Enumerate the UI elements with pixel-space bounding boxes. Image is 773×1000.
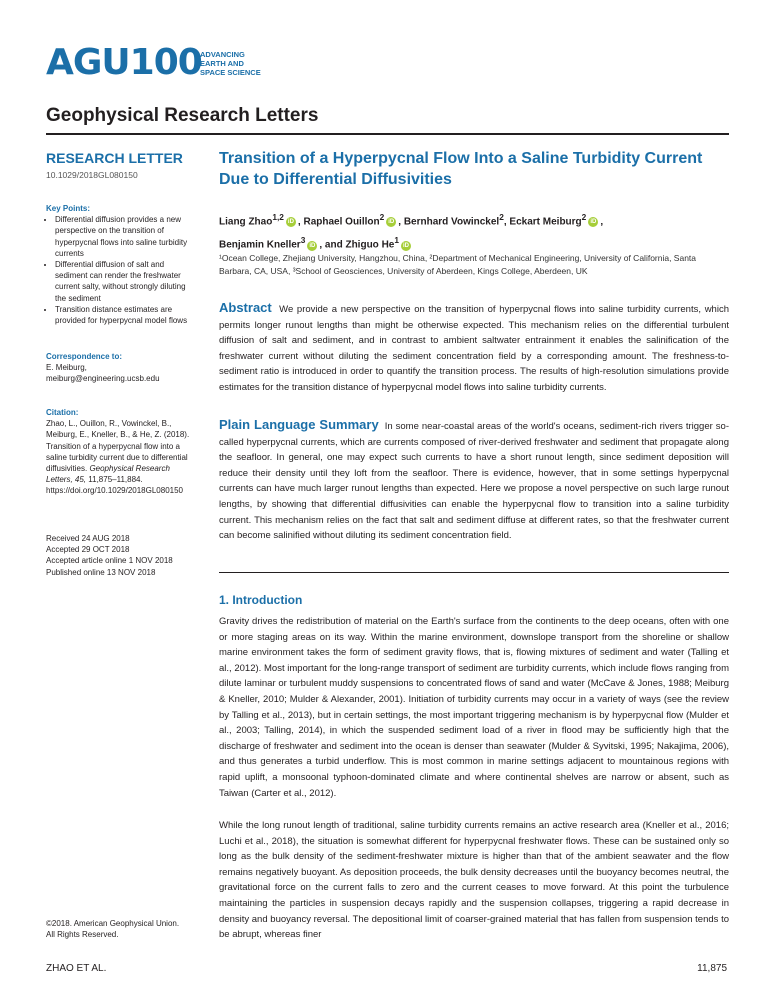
date-received: Received 24 AUG 2018 [46,534,130,543]
author-name: Benjamin Kneller [219,239,301,251]
copyright: ©2018. American Geophysical Union. All Rights Reserved. [46,919,180,940]
pls-heading: Plain Language Summary [219,417,379,432]
author-name: Zhiguo He [345,239,395,251]
intro-paragraph-1: Gravity drives the redistribution of material on the Earth's surface from the continents to the deep oceans, often with one or more staging areas on its way. Within the marine environment, downslope transport from the shoreline or shallow marine environment takes the form of sediment gravity flows, that is, flowing mixtures of sediment and water (Talling et al., 2012). Most important for the long-range transport of sediment are turbidity currents, which include flows ranging from dilute laminar or turbulent muddy suspensions to concentrated flows of sand and water (McCave & Jones, 1988; Meiburg & Kneller, 2010; Mulder & Alexander, 2001). Initiation of turbidity currents may occur in a variety of ways (see the review by Talling et al., 2013), but in certain settings, the most important triggering mechanism is by hyperpycnal flow (Mulder et al., 2003; Talling, 2014), in which the suspended sediment load of a river in flood may be sufficiently high that the discharge of freshwater and sediment into the ocean is denser than seawater (Mulder & Syvitski, 1995; Nakajima, 2006), and thus generates a turbid underflow. This is most common in marine settings adjacent to mountainous regions with rapid uplift, a monsoonal typhoon-dominated climate and where continental shelves are narrow or absent, such as Taiwan (Carter et al., 2012). [219,616,729,799]
date-accepted: Accepted 29 OCT 2018 [46,545,130,555]
citation-text: Zhao, L., Ouillon, R., Vowinckel, B., Meiburg, E., Kneller, B., & He, Z. (2018). Transition of a hyperpycnal flow into a saline turbidity current due to differential diffusivities. [46,419,190,474]
key-points-heading: Key Points: [46,204,91,213]
logo-tagline: ADVANCING EARTH AND SPACE SCIENCE [200,50,261,77]
correspondence-email[interactable]: meiburg@engineering.ucsb.edu [46,374,160,384]
author-name: Bernhard Vowinckel [403,216,500,228]
date-published: Published online 13 NOV 2018 [46,567,156,577]
header-divider [46,133,729,135]
affiliations: ¹Ocean College, Zhejiang University, Hangzhou, China, ²Department of Mechanical Engineering, University of California, Santa Barbara, CA, USA, ³School of Geosciences, University of Aberdeen, Kings College, Aberdeen, UK [219,253,697,276]
correspondence [46,351,196,385]
intro-paragraph-2: While the long runout length of traditional, saline turbidity currents remains an active research area (Kneller et al., 2016; Luchi et al., 2018), the situation is somewhat different for hyperpycnal freshwater flows. These can be sustained only so long as the bulk density of the sediment-freshwater mixture is higher than that of the ambient seawater and the flow remains negatively buoyant. As deposition proceeds, the bulk density decreases until the buoyancy becomes neutral, the gravitational force on the current falls to zero and the current ceases to move forward. At this point the turbulence maintaining the particles in suspension decays rapidly and the suspension collapses, triggering a rapid decrease in density and buoyancy reversal. The depositional limit of coarser-grained material that has fallen from suspension tends to be abrupt, whereas finer [219,820,729,941]
key-point: • Differential diffusion of salt and sediment can render the freshwater current salty, without strongly diluting the sediment [55,259,196,304]
orcid-icon[interactable]: iD [287,219,294,226]
author-name: Raphael Ouillon [303,216,380,228]
journal-title: Geophysical Research Letters [46,105,319,126]
logo-wordmark: AGU100 [46,42,202,83]
plain-language-summary [219,417,729,544]
agu100-logo [46,42,266,83]
article-title: Transition of a Hyperpycnal Flow Into a Saline Turbidity Current Due to Differential Diffusivities [219,150,703,188]
author-line-2: Benjamin Kneller$^3$iD , and Zhiguo He$^1$iD [219,235,409,251]
article-type: RESEARCH LETTER [46,150,183,166]
correspondence-heading: Correspondence to: [46,352,123,361]
author-name: Liang Zhao [219,216,273,228]
citation-heading: Citation: [46,408,79,417]
author-name: Eckart Meiburg [509,216,582,228]
author-list [219,208,729,255]
orcid-icon[interactable]: iD [388,219,395,226]
citation-journal: Geophysical Research Letters, 45, [46,464,170,485]
abstract [219,300,729,396]
abstract-heading: Abstract [219,300,272,315]
key-points [46,203,196,326]
article-doi: 10.1029/2018GL080150 [46,170,138,180]
orcid-icon[interactable]: iD [403,242,409,249]
section-divider [219,572,729,573]
key-point: • Differential diffusion provides a new perspective on the transition of hyperpycnal flows into saline turbidity currents [55,214,196,259]
abstract-text: We provide a new perspective on the transition of hyperpycnal flows into saline turbidity currents, which permits longer runout lengths than might be otherwise expected. This mechanism relies on the differential turbulent diffusion of salt and sediment, and in contrast to ambient saltwater entrainment it enables the salinification of the freshwater current without diluting the sediment concentration field by a corresponding amount. The freshness-to-sediment ratio is introduced in order to quantify the transition process. The results of high-resolution simulations provide estimates for the transition distance of hyperpycnal model flows into saline turbidity currents. [219,304,729,393]
footer-authors: ZHAO ET AL. [46,963,107,974]
section-heading-introduction: 1. Introduction [219,593,303,607]
article-dates [46,533,196,578]
correspondence-name: E. Meiburg, [46,363,87,373]
pls-text: In some near-coastal areas of the world's oceans, sediment-rich rivers trigger so-called hyperpycnal currents, which are currents composed of river-derived freshwater and sediment that propagate along the seafloor. In general, one may expect such currents to have a short runout length, since sediment deposition will reduce their density until they loft from the seafloor. There is evidence, however, that in some settings hyperpycnal currents can have much larger runout lengths than expected. Here we propose a novel perspective on such large runout lengths, by showing that differential diffusivities can enable the hyperpycnal flow to transition into a saline turbidity current. This mechanism relies on the fact that salt and sediment diffuse at different rates, so that the freshwater current can become salinified without diluting its sediment concentration field. [219,421,729,542]
citation [46,407,196,497]
orcid-icon[interactable]: iD [309,242,316,249]
date-online: Accepted article online 1 NOV 2018 [46,556,173,566]
footer-page-number: 11,875 [697,963,727,974]
citation-pages-doi[interactable]: 11,875–11,884. https://doi.org/10.1029/2018GL080150 [46,475,183,496]
key-point: • Transition distance estimates are provided for hyperpycnal model flows [55,304,196,326]
author-line-1: Liang Zhao$^{1,2}$iD , Raphael Ouillon$^2$iD , Bernhard Vowinckel$^2$, Eckart Meiburg$^2$iD , [219,212,604,228]
orcid-icon[interactable]: iD [590,219,597,226]
